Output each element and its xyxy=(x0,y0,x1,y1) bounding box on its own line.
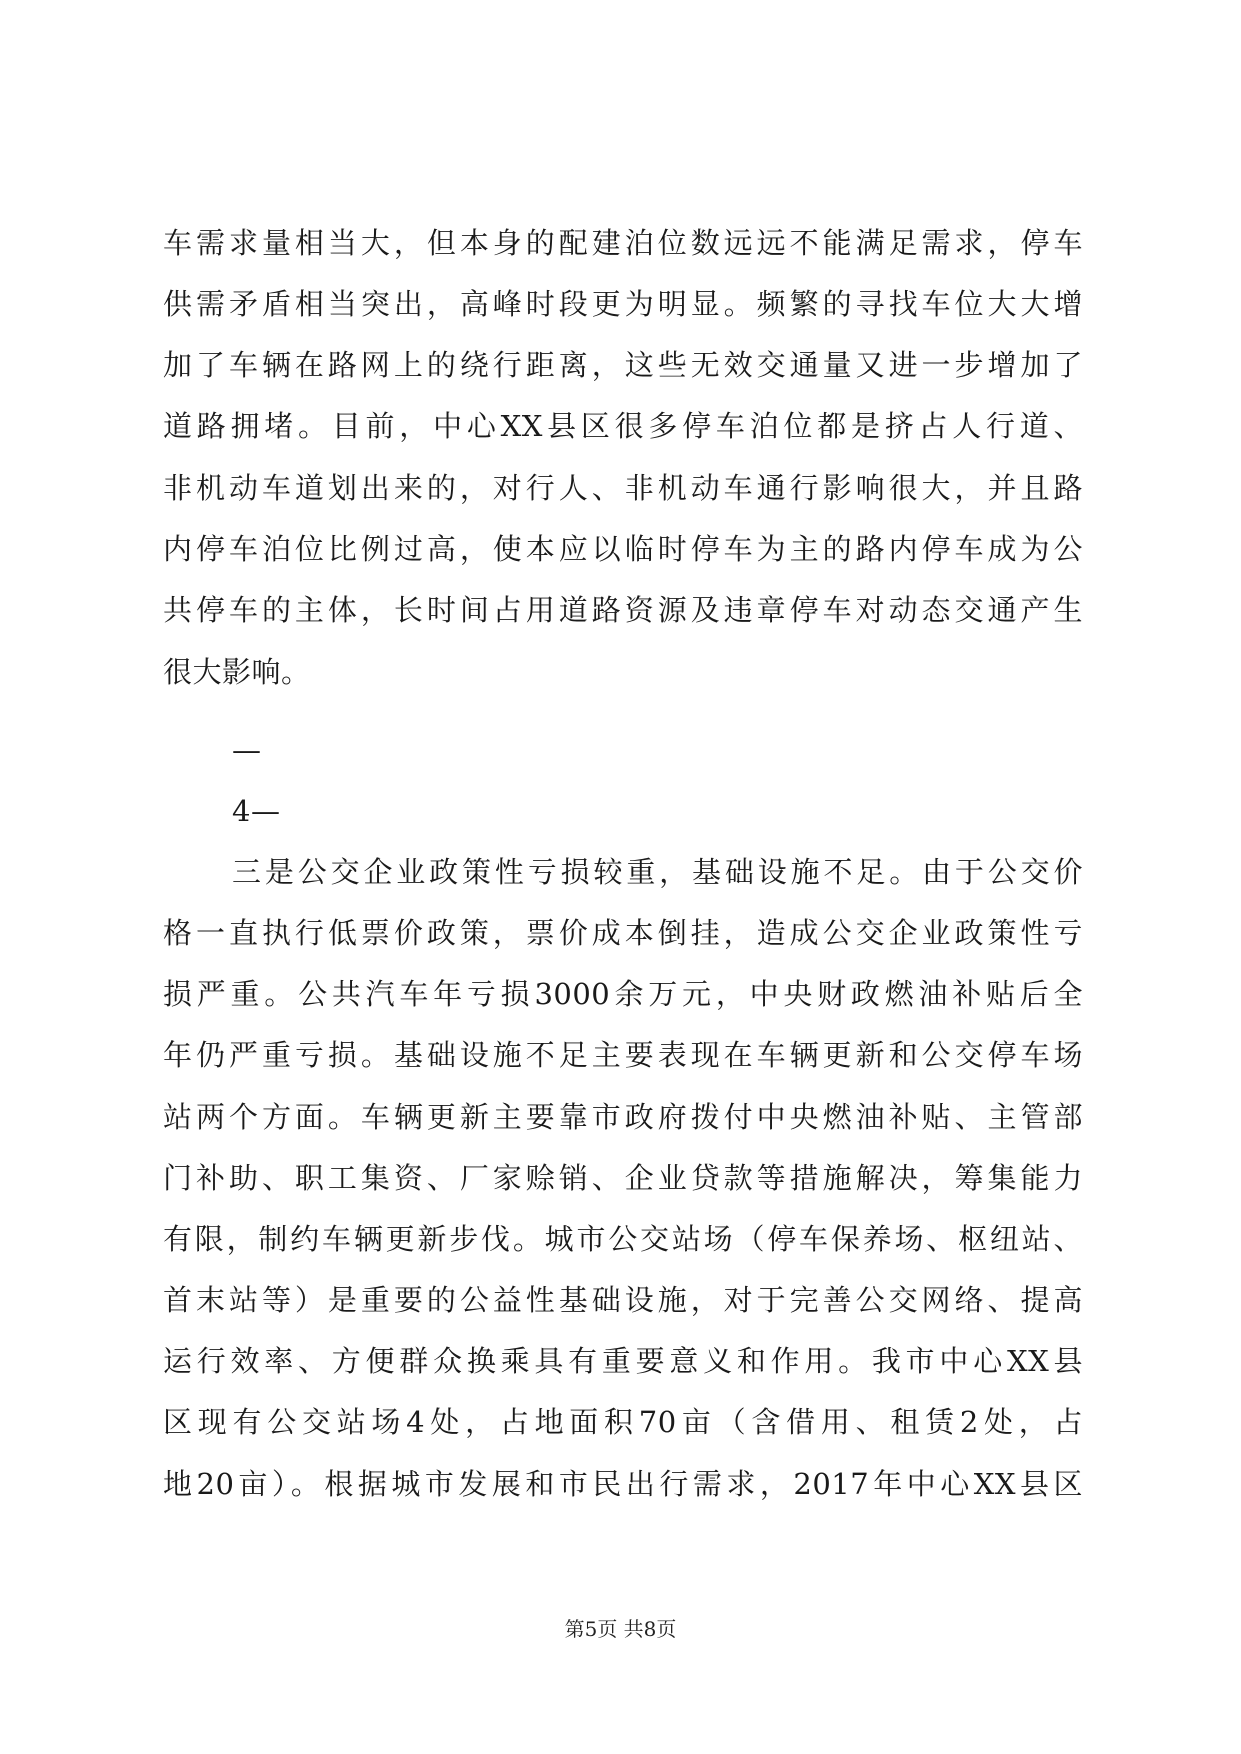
paragraph-1-line-8: 很大影响。 xyxy=(163,655,311,689)
page-marker: 4— xyxy=(232,794,281,828)
paragraph-2-line-7: 有限，制约车辆更新步伐。城市公交站场（停车保养场、枢纽站、 xyxy=(163,1222,1083,1256)
paragraph-2-line-6: 门补助、职工集资、厂家赊销、企业贷款等措施解决，筹集能力 xyxy=(163,1161,1083,1195)
paragraph-2-line-5: 站两个方面。车辆更新主要靠市政府拨付中央燃油补贴、主管部 xyxy=(163,1100,1083,1134)
paragraph-1-line-7: 共停车的主体，长时间占用道路资源及违章停车对动态交通产生 xyxy=(163,593,1083,627)
page-footer: 第5页 共8页 xyxy=(564,1617,677,1641)
paragraph-2-line-2: 格一直执行低票价政策，票价成本倒挂，造成公交企业政策性亏 xyxy=(163,916,1083,950)
paragraph-1-line-3: 加了车辆在路网上的绕行距离，这些无效交通量又进一步增加了 xyxy=(163,348,1083,382)
paragraph-2-line-10: 区现有公交站场4处，占地面积70亩（含借用、租赁2处，占 xyxy=(163,1405,1083,1439)
paragraph-1-line-4: 道路拥堵。目前，中心XX县区很多停车泊位都是挤占人行道、 xyxy=(163,409,1083,443)
paragraph-2-line-4: 年仍严重亏损。基础设施不足主要表现在车辆更新和公交停车场 xyxy=(163,1038,1083,1072)
separator-dash: — xyxy=(232,733,262,767)
paragraph-1-line-5: 非机动车道划出来的，对行人、非机动车通行影响很大，并且路 xyxy=(163,471,1083,505)
paragraph-2-line-8: 首末站等）是重要的公益性基础设施，对于完善公交网络、提高 xyxy=(163,1283,1083,1317)
paragraph-2-line-3: 损严重。公共汽车年亏损3000余万元，中央财政燃油补贴后全 xyxy=(163,977,1083,1011)
paragraph-2-line-9: 运行效率、方便群众换乘具有重要意义和作用。我市中心XX县 xyxy=(163,1344,1083,1378)
paragraph-1-line-1: 车需求量相当大，但本身的配建泊位数远远不能满足需求，停车 xyxy=(163,226,1083,260)
paragraph-2-line-11: 地20亩）。根据城市发展和市民出行需求，2017年中心XX县区 xyxy=(163,1467,1083,1501)
paragraph-2-line-1: 三是公交企业政策性亏损较重，基础设施不足。由于公交价 xyxy=(232,855,1083,889)
paragraph-1-line-6: 内停车泊位比例过高，使本应以临时停车为主的路内停车成为公 xyxy=(163,532,1083,566)
paragraph-1-line-2: 供需矛盾相当突出，高峰时段更为明显。频繁的寻找车位大大增 xyxy=(163,287,1083,321)
